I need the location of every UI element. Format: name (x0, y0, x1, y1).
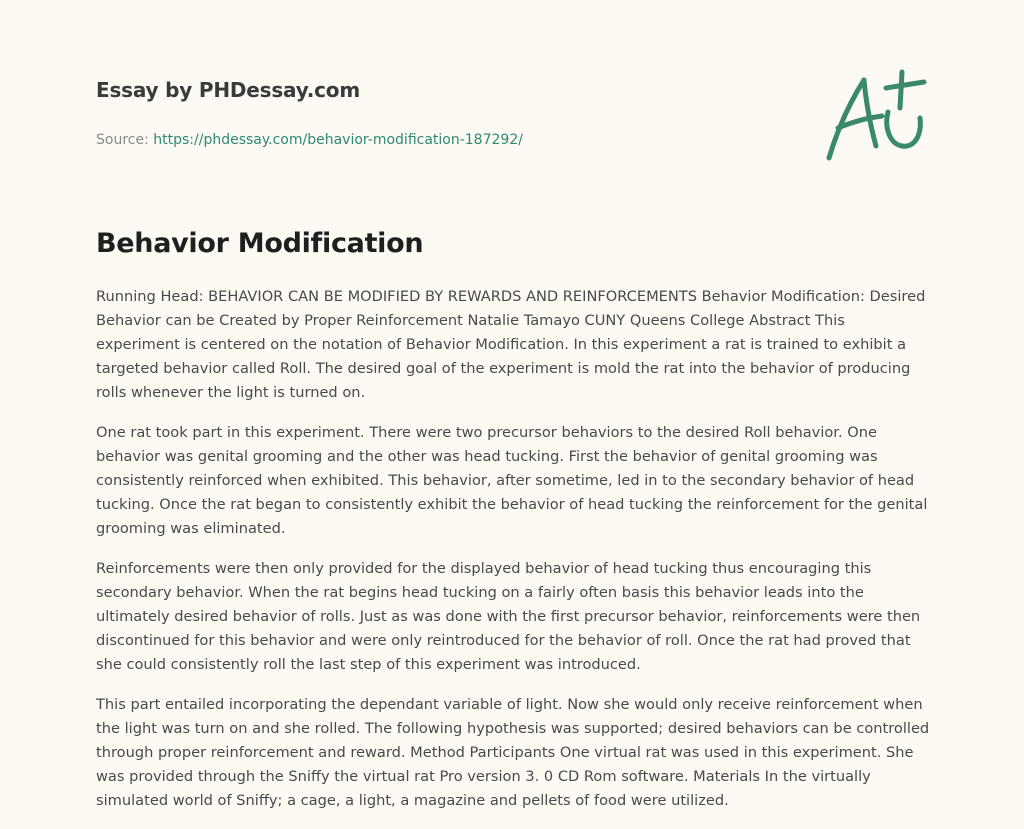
article-body (96, 285, 930, 829)
article-title: Behavior Modification (96, 228, 424, 259)
source-line (96, 130, 796, 150)
paragraph: This part entailed incorporating the dependant variable of light. Now she would only receive reinforcement when the light was turn on and she rolled. The following hypothesis was supported; desired behaviors can be controlled through proper reinforcement and reward. Method Participants One virtual rat was used in this experiment. She was provided through the Sniffy the virtual rat Pro version 3. 0 CD Rom software. Materials In the virtually simulated world of Sniffy; a cage, a light, a magazine and pellets of food were utilized. (96, 696, 930, 809)
a-plus-logo-icon (820, 66, 930, 166)
paragraph: Running Head: BEHAVIOR CAN BE MODIFIED BY REWARDS AND REINFORCEMENTS Behavior Modification: Desired Behavior can be Created by Proper Reinforcement Natalie Tamayo CUNY Queens College Abstract This experiment is centered on the notation of Behavior Modification. In this experiment a rat is trained to exhibit a targeted behavior called Roll. The desired goal of the experiment is mold the rat into the behavior of producing rolls whenever the light is turned on. (96, 288, 926, 401)
paragraph: One rat took part in this experiment. There were two precursor behaviors to the desired Roll behavior. One behavior was genital grooming and the other was head tucking. First the behavior of genital grooming was consistently reinforced when exhibited. This behavior, after sometime, led in to the secondary behavior of head tucking. Once the rat began to consistently exhibit the behavior of head tucking the reinforcement for the genital grooming was eliminated. (96, 424, 928, 537)
paragraph: Reinforcements were then only provided for the displayed behavior of head tucking thus encouraging this secondary behavior. When the rat begins head tucking on a fairly often basis this behavior leads into the ultimately desired behavior of rolls. Just as was done with the first precursor behavior, reinforcements were then discontinued for this behavior and were only reintroduced for the behavior of roll. Once the rat had proved that she could consistently roll the last step of this experiment was introduced. (96, 560, 921, 673)
source-link[interactable]: https://phdessay.com/behavior-modification-187292/ (153, 132, 523, 148)
page-header (96, 72, 796, 150)
source-label: Source: (96, 132, 154, 148)
site-title: Essay by PHDessay.com (96, 78, 360, 102)
